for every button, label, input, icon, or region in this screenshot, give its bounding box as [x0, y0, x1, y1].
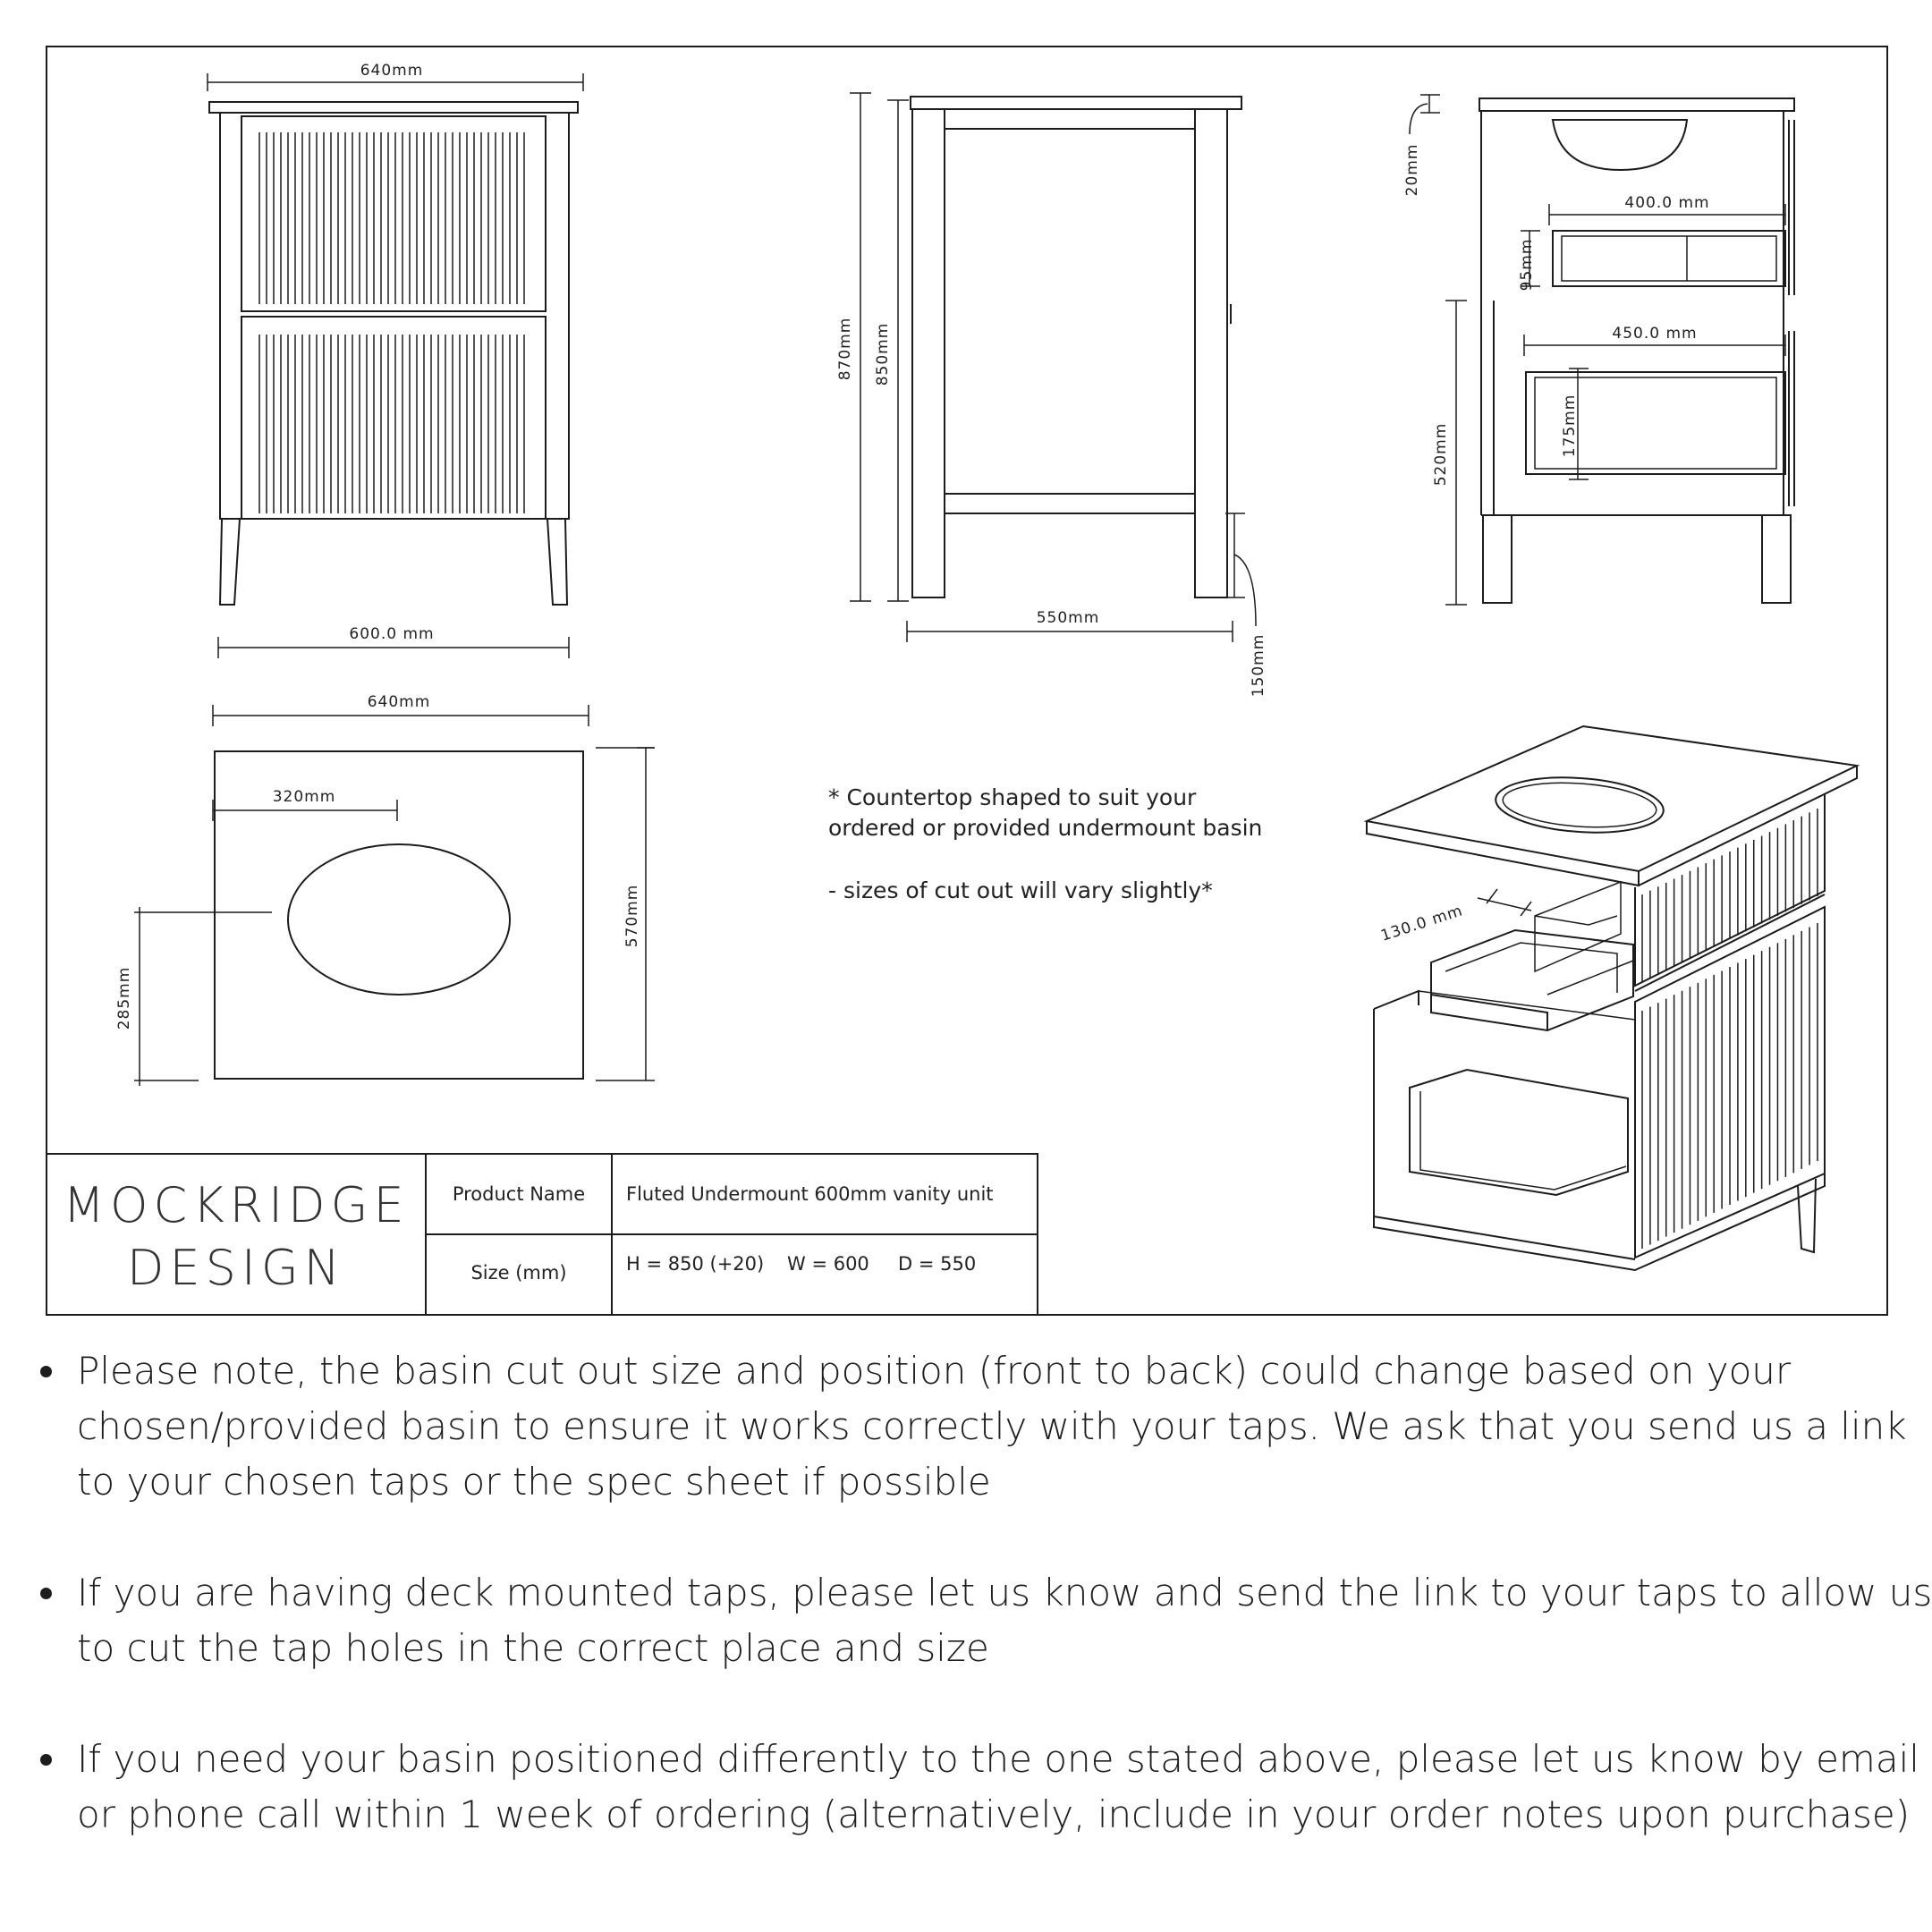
- section-lower-drawer-height-label: 175mm: [1561, 394, 1579, 458]
- section-upper-drawer-height-label: 95mm: [1518, 238, 1536, 292]
- section-cabinet-height-label: 520mm: [1432, 422, 1450, 487]
- size-height-value: H = 850 (+20): [626, 1253, 765, 1275]
- plan-view: [115, 693, 655, 1086]
- note-line-3: - sizes of cut out will vary slightly*: [828, 877, 1213, 903]
- product-name-label: Product Name: [452, 1183, 586, 1205]
- side-view: [836, 93, 1267, 697]
- side-depth-label: 550mm: [1036, 609, 1100, 627]
- section-view: [1403, 95, 1794, 605]
- front-view: [208, 62, 583, 658]
- basin-cutout: [288, 844, 510, 995]
- isometric-view: [1367, 726, 1857, 1270]
- plan-basin-front-label: 285mm: [115, 966, 133, 1030]
- size-width-value: W = 600: [787, 1253, 869, 1275]
- section-upper-drawer-width-label: 400.0 mm: [1624, 194, 1710, 212]
- list-item: • If you are having deck mounted taps, please let us know and send the link to your taps to allow us to cut the tap holes in the correct place and size: [70, 1565, 1932, 1676]
- section-lower-drawer-width-label: 450.0 mm: [1612, 325, 1698, 343]
- note-line-2: ordered or provided undermount basin: [828, 815, 1263, 841]
- note-line-1: * Countertop shaped to suit your: [828, 784, 1197, 810]
- iso-flutes: [1642, 809, 1818, 1249]
- iso-basin: [1494, 773, 1665, 838]
- list-item: • If you need your basin positioned differently to the one stated above, please let us know by email or phone call within 1 week of ordering (alternatively, include in your order notes upon purchase): [70, 1732, 1932, 1843]
- iso-drawer-gap-label: 130.0 mm: [1378, 902, 1466, 945]
- side-total-height-label: 870mm: [836, 317, 854, 381]
- front-top-width-label: 640mm: [360, 62, 424, 80]
- list-item: • Please note, the basin cut out size and position (front to back) could change based on your chosen/provided basin to ensure it works correctly with your taps. We ask that you send us a link to your chosen taps or the spec sheet if possible: [70, 1343, 1932, 1510]
- brand-line-1: MOCKRIDGE: [63, 1177, 410, 1233]
- side-leg-height-label: 150mm: [1250, 633, 1267, 698]
- notes-list: [39, 1343, 1932, 1898]
- plan-basin-center-label: 320mm: [272, 788, 336, 806]
- plan-top-depth-label: 570mm: [623, 884, 641, 948]
- product-name-value: Fluted Undermount 600mm vanity unit: [626, 1183, 994, 1205]
- front-body-width-label: 600.0 mm: [349, 625, 435, 643]
- countertop-notes: [828, 784, 1262, 903]
- title-block: [47, 1154, 1038, 1315]
- brand-line-2: DESIGN: [126, 1240, 346, 1296]
- section-top-thickness-label: 20mm: [1403, 143, 1421, 197]
- plan-top-width-label: 640mm: [367, 693, 431, 711]
- front-flutes: [259, 132, 524, 513]
- size-label: Size (mm): [470, 1262, 567, 1284]
- size-depth-value: D = 550: [898, 1253, 977, 1275]
- side-body-height-label: 850mm: [874, 322, 892, 386]
